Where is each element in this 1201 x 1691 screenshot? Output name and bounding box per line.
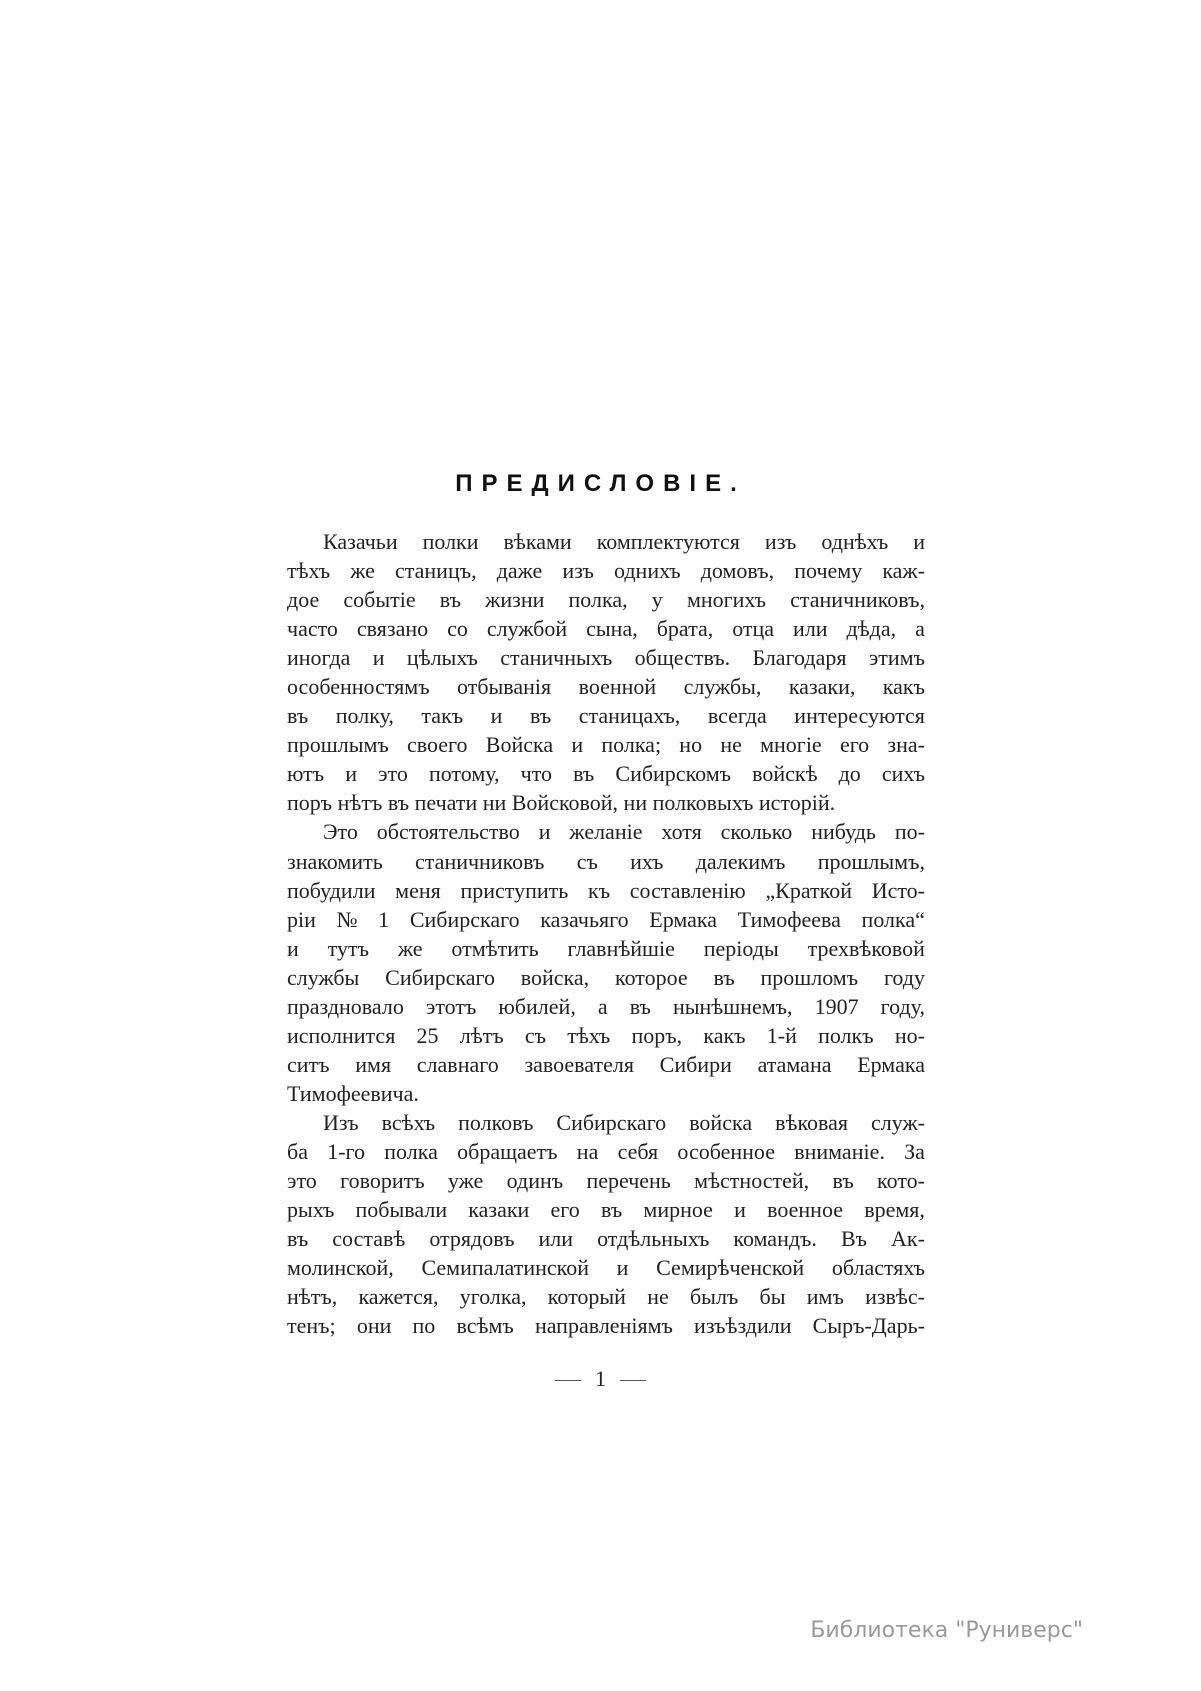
- word: Ак-: [891, 1226, 925, 1252]
- word: трехвѣковой: [807, 935, 925, 961]
- word: и: [372, 645, 385, 671]
- word: служ-: [871, 1109, 925, 1135]
- word: Сибирскомъ: [615, 761, 732, 787]
- word: полка;: [601, 732, 662, 758]
- word: службы: [287, 964, 360, 990]
- word: время,: [864, 1197, 925, 1223]
- word: обращаетъ: [457, 1138, 558, 1164]
- word: но-: [894, 1022, 925, 1048]
- word: былъ: [689, 1284, 739, 1310]
- word: Сибирскаго: [385, 964, 495, 990]
- word: нибудь: [811, 819, 876, 845]
- text-line: [287, 905, 925, 934]
- word: иногда: [287, 645, 351, 671]
- word: славнаго: [416, 1051, 499, 1077]
- word: особенное: [677, 1138, 775, 1164]
- word: ріи: [287, 906, 316, 932]
- word: полка,: [568, 587, 628, 613]
- word: и: [913, 529, 925, 554]
- word: до: [838, 761, 861, 787]
- text-line: [287, 1195, 925, 1224]
- folio-dash-left: [555, 1380, 581, 1381]
- word: въ: [529, 703, 552, 729]
- word: изъ: [562, 558, 594, 584]
- word: изъѣздили: [694, 1313, 792, 1339]
- text-line: [287, 759, 925, 788]
- word: по-: [894, 819, 925, 845]
- word: въ: [601, 1197, 623, 1223]
- word: себя: [617, 1138, 659, 1164]
- word: казаки: [468, 1197, 530, 1223]
- word: зна-: [887, 732, 925, 758]
- word: событіе: [343, 587, 416, 613]
- word: году,: [880, 993, 925, 1019]
- word: а: [915, 616, 925, 642]
- word: всѣхъ: [381, 1109, 436, 1135]
- word: на: [576, 1138, 599, 1164]
- word: мѣстностей,: [694, 1168, 810, 1194]
- text-line: [287, 1108, 925, 1137]
- text-line: [287, 1224, 925, 1253]
- word: Изъ: [323, 1109, 359, 1135]
- word: а: [597, 993, 608, 1019]
- word: 1-го: [327, 1138, 366, 1164]
- word: связано: [356, 616, 429, 642]
- word: особенностямъ: [287, 674, 430, 700]
- word: командъ.: [733, 1226, 817, 1252]
- word: нынѣшнемъ,: [672, 993, 793, 1019]
- word: въ: [832, 1168, 854, 1194]
- word: 1: [378, 906, 390, 932]
- word: приступить: [460, 877, 569, 903]
- word: За: [904, 1138, 925, 1164]
- word: юбилей,: [498, 993, 576, 1019]
- word: военной: [578, 674, 657, 700]
- word: такъ: [421, 703, 464, 729]
- word: и: [538, 819, 551, 845]
- word: этимъ: [868, 645, 925, 671]
- word: однихъ: [613, 558, 681, 584]
- word: его: [550, 1197, 580, 1223]
- word: уже: [447, 1168, 484, 1194]
- word: Исто-: [871, 877, 925, 903]
- word: обществъ.: [634, 645, 731, 671]
- text-line: [287, 1050, 925, 1079]
- word: одинъ: [506, 1168, 564, 1194]
- word: въ: [713, 964, 735, 990]
- word: какъ: [703, 1022, 746, 1048]
- text-line: [287, 730, 925, 759]
- word: прошлымъ: [287, 732, 389, 758]
- word: сына,: [586, 616, 638, 642]
- word: въ: [287, 703, 309, 729]
- word: комплектуются: [596, 529, 740, 554]
- word: атамана: [757, 1051, 832, 1077]
- word: почему: [794, 558, 863, 584]
- word: съ: [524, 1022, 546, 1048]
- text-line: [287, 643, 925, 672]
- word: вниманіе.: [794, 1138, 885, 1164]
- text-line: [287, 672, 925, 701]
- word: къ: [588, 877, 611, 903]
- word: отбыванія: [457, 674, 552, 700]
- folio-dash-right: [620, 1380, 646, 1381]
- word: праздновало: [287, 993, 404, 1019]
- word: потому,: [428, 761, 500, 787]
- word: не: [720, 732, 742, 758]
- word: но: [679, 732, 703, 758]
- word: полки: [422, 529, 479, 554]
- word: направленіямъ: [534, 1313, 673, 1339]
- word: или: [538, 1226, 574, 1252]
- word: Сыръ-Дарь-: [812, 1313, 925, 1339]
- word: полковъ: [458, 1109, 534, 1135]
- word: отца: [732, 616, 775, 642]
- text-line: [287, 963, 925, 992]
- word: Ермака: [857, 1051, 925, 1077]
- word: Казачьи: [323, 529, 398, 554]
- word: они: [356, 1313, 392, 1339]
- word: дое: [287, 587, 320, 613]
- word: кото-: [877, 1168, 925, 1194]
- word: говоритъ: [340, 1168, 425, 1194]
- body-text: [287, 527, 925, 1340]
- word: службы,: [683, 674, 762, 700]
- word: же: [397, 935, 423, 961]
- text-line: [287, 876, 925, 905]
- word: станицъ,: [394, 558, 477, 584]
- word: войска: [689, 1109, 753, 1135]
- word: кажется,: [358, 1284, 439, 1310]
- word: у: [651, 587, 663, 613]
- word: 25: [416, 1022, 439, 1048]
- word: тутъ: [327, 935, 369, 961]
- word: мирное: [643, 1197, 713, 1223]
- word: его: [839, 732, 870, 758]
- word: меня: [395, 877, 441, 903]
- word: побудили: [287, 877, 376, 903]
- word: хотя: [661, 819, 702, 845]
- word: цѣлыхъ: [406, 645, 478, 671]
- text-line: [287, 847, 925, 876]
- word: отдѣльныхъ: [597, 1226, 710, 1252]
- word: и: [345, 761, 357, 787]
- word: главнѣйшіе: [567, 935, 675, 961]
- text-line: [287, 556, 925, 585]
- word: 1-й: [766, 1022, 797, 1048]
- word: году: [883, 964, 925, 990]
- word: дѣда,: [846, 616, 897, 642]
- word: областяхъ: [831, 1255, 925, 1281]
- word: Семирѣченской: [656, 1255, 805, 1281]
- word: и: [734, 1197, 746, 1223]
- word: войскѣ: [752, 761, 818, 787]
- word: сихъ: [881, 761, 925, 787]
- word: ютъ: [287, 761, 325, 787]
- word: изъ: [764, 529, 797, 554]
- word: Ермака: [649, 906, 718, 932]
- word: рыхъ: [287, 1197, 335, 1223]
- text-line: поръ нѣтъ въ печати ни Войсковой, ни полковыхъ исторій.: [287, 790, 836, 816]
- word: казаки,: [788, 674, 856, 700]
- word: всегда: [707, 703, 767, 729]
- word: съ: [576, 848, 598, 874]
- word: ба: [287, 1138, 308, 1164]
- text-line: [287, 1166, 925, 1195]
- text-line: [287, 585, 925, 614]
- word: составленію: [629, 877, 746, 903]
- word: ихъ: [630, 848, 664, 874]
- word: многіе: [760, 732, 822, 758]
- word: вѣковая: [775, 1109, 848, 1135]
- word: что: [520, 761, 553, 787]
- word: по: [412, 1313, 436, 1339]
- word: извѣс-: [865, 1284, 925, 1310]
- word: полку,: [335, 703, 394, 729]
- word: далекимъ: [695, 848, 786, 874]
- word: или: [793, 616, 828, 642]
- text-line: [287, 1021, 925, 1050]
- word: каж-: [882, 558, 925, 584]
- word: полкъ: [818, 1022, 874, 1048]
- word: вѣками: [503, 529, 572, 554]
- page-number: 1: [595, 1366, 606, 1391]
- section-heading: ПРЕДИСЛОВІЕ.: [455, 470, 746, 497]
- word: не: [647, 1284, 669, 1310]
- word: и: [571, 732, 584, 758]
- word: имъ: [806, 1284, 844, 1310]
- word: Семипалатинской: [421, 1255, 590, 1281]
- word: станичныхъ: [500, 645, 613, 671]
- text-line: [287, 1311, 925, 1340]
- word: войска,: [520, 964, 590, 990]
- word: военное: [767, 1197, 843, 1223]
- word: домовъ,: [700, 558, 775, 584]
- word: №: [336, 906, 358, 932]
- word: отрядовъ: [429, 1226, 515, 1252]
- word: тѣхъ: [287, 558, 331, 584]
- text-line: [287, 1137, 925, 1166]
- text-line: [287, 817, 925, 846]
- word: и: [490, 703, 503, 729]
- text-line: [287, 934, 925, 963]
- word: тѣхъ: [567, 1022, 611, 1048]
- word: интересуются: [794, 703, 925, 729]
- text-line: [287, 1282, 925, 1311]
- word: казачьяго: [540, 906, 629, 932]
- word: какъ: [882, 674, 925, 700]
- word: многихъ: [686, 587, 766, 613]
- word: въ: [573, 761, 595, 787]
- word: нѣтъ,: [287, 1284, 338, 1310]
- word: въ: [629, 993, 651, 1019]
- word: имя: [355, 1051, 392, 1077]
- word: молинской,: [287, 1255, 394, 1281]
- text-line: [287, 527, 925, 556]
- word: Это: [323, 819, 358, 845]
- word: Въ: [840, 1226, 867, 1252]
- word: полка“: [861, 906, 925, 932]
- word: исполнится: [287, 1022, 396, 1048]
- word: поръ,: [631, 1022, 683, 1048]
- word: это: [378, 761, 408, 787]
- word: этотъ: [425, 993, 477, 1019]
- word: полка: [384, 1138, 438, 1164]
- text-line: Тимофеевича.: [287, 1080, 419, 1106]
- word: это: [287, 1168, 317, 1194]
- word: періоды: [703, 935, 779, 961]
- word: уголка,: [459, 1284, 527, 1310]
- word: который: [547, 1284, 626, 1310]
- word: всѣмъ: [456, 1313, 514, 1339]
- library-watermark: Библиотека "Руниверс": [810, 1618, 1083, 1643]
- word: брата,: [656, 616, 714, 642]
- text-line: [287, 992, 925, 1021]
- word: перечень: [586, 1168, 671, 1194]
- word: желаніе: [569, 819, 643, 845]
- word: станицахъ,: [578, 703, 681, 729]
- word: часто: [287, 616, 338, 642]
- text-line: [287, 1253, 925, 1282]
- word: и: [287, 935, 299, 961]
- word: 1907: [814, 993, 859, 1019]
- word: въ: [439, 587, 461, 613]
- word: своего: [407, 732, 468, 758]
- word: однѣхъ: [821, 529, 889, 554]
- word: прошломъ: [760, 964, 859, 990]
- text-line: [287, 701, 925, 730]
- word: сколько: [720, 819, 793, 845]
- word: Сибири: [659, 1051, 732, 1077]
- word: въ: [287, 1226, 309, 1252]
- page-number-footer: [0, 1366, 1201, 1392]
- word: „Краткой: [765, 877, 852, 903]
- word: со: [447, 616, 468, 642]
- word: обстоятельство: [376, 819, 520, 845]
- word: и: [616, 1255, 629, 1281]
- word: службой: [486, 616, 568, 642]
- word: знакомить: [287, 848, 383, 874]
- word: станичниковъ: [415, 848, 545, 874]
- word: составѣ: [332, 1226, 406, 1252]
- word: Сибирскаго: [409, 906, 520, 932]
- text-line: [287, 614, 925, 643]
- word: Войска: [485, 732, 554, 758]
- word: лѣтъ: [459, 1022, 504, 1048]
- word: бы: [759, 1284, 786, 1310]
- word: Благодаря: [752, 645, 847, 671]
- word: прошлымъ,: [817, 848, 925, 874]
- word: станичниковъ,: [790, 587, 925, 613]
- word: жизни: [485, 587, 545, 613]
- word: побывали: [355, 1197, 448, 1223]
- word: отмѣтить: [451, 935, 539, 961]
- word: завоевателя: [524, 1051, 634, 1077]
- word: Тимофеева: [737, 906, 841, 932]
- word: ситъ: [287, 1051, 330, 1077]
- word: же: [350, 558, 375, 584]
- word: которое: [615, 964, 688, 990]
- word: Сибирскаго: [556, 1109, 667, 1135]
- word: даже: [496, 558, 543, 584]
- word: тенъ;: [287, 1313, 336, 1339]
